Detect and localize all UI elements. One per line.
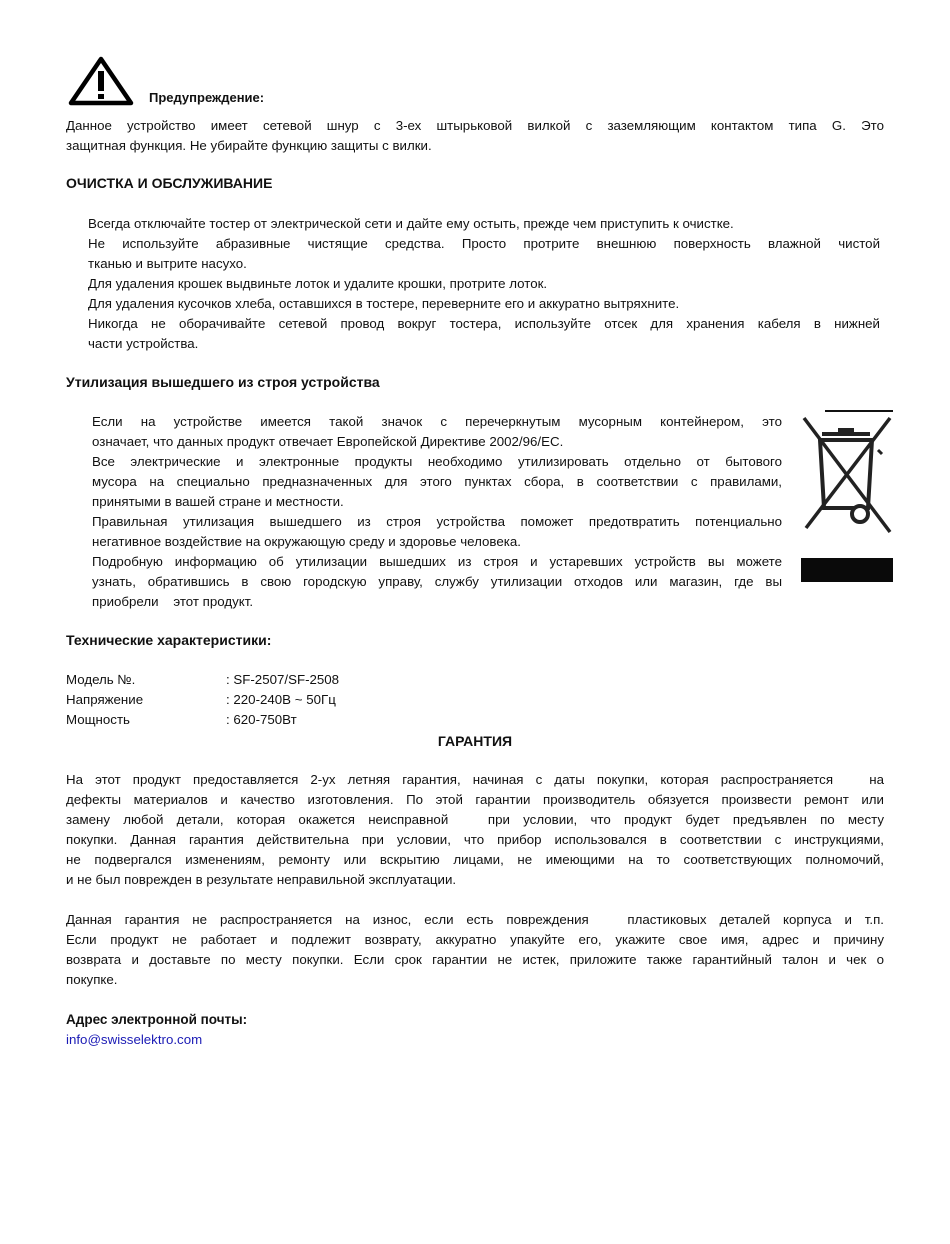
warranty-paragraph-1: [66, 770, 884, 890]
disposal-line: негативное воздействие на окружающую среду и здоровье человека.: [92, 534, 521, 549]
warranty-line: покупке.: [66, 972, 118, 987]
warranty-line: покупки. Данная гарантия действительна при условии, что прибор использовался в соответствии с инструкциями,: [66, 832, 884, 847]
disposal-line: означает, что данных продукт отвечает Европейской Директиве 2002/96/EC.: [92, 434, 564, 449]
disposal-line: приобрели этот продукт.: [92, 594, 254, 609]
warning-header: [68, 56, 468, 106]
cleaning-line: части устройства.: [88, 336, 199, 351]
disposal-line: Правильная утилизация вышедшего из строя устройства поможет предотвратить потенциально: [92, 514, 782, 529]
disposal-line: Все электрические и электронные продукты необходимо утилизировать отдельно от бытового: [92, 454, 782, 469]
cleaning-line: Для удаления крошек выдвиньте лоток и удалите крошки, протрите лоток.: [88, 276, 548, 291]
warning-line: Данное устройство имеет сетевой шнур с 3-ех штырьковой вилкой с заземляющим контактом типа G. Это: [66, 118, 884, 133]
spec-label: Напряжение: [66, 692, 144, 707]
warranty-line: возврата и доставьте по месту покупки. Если срок гарантии не истек, приложите также гарантийный талон и чек о: [66, 952, 884, 967]
separate-collection-bar: [801, 558, 893, 582]
spec-label: Мощность: [66, 712, 130, 727]
warranty-title: ГАРАНТИЯ: [437, 733, 513, 749]
warranty-paragraph-2: [66, 910, 884, 990]
cleaning-line: Для удаления кусочков хлеба, оставшихся в тостере, переверните его и аккуратно вытряхните.: [88, 296, 680, 311]
warranty-line: не подвергался изменениям, ремонту или вскрытию лицами, не имеющими на то соответствующих полномочий,: [66, 852, 884, 867]
spec-value: : SF-2507/SF-2508: [226, 672, 340, 687]
disposal-line: Подробную информацию об утилизации вышедших из строя и устаревших устройств вы можете: [92, 554, 782, 569]
warranty-line: На этот продукт предоставляется 2-ух летняя гарантия, начиная с даты покупки, которая распространяется на: [66, 772, 884, 787]
warranty-line: и не был поврежден в результате неправильной эксплуатации.: [66, 872, 457, 887]
disposal-line: Если на устройстве имеется такой значок с перечеркнутым мусорным контейнером, это: [92, 414, 782, 429]
cleaning-line: Никогда не оборачивайте сетевой провод вокруг тостера, используйте отсек для хранения кабеля в нижней: [88, 316, 880, 331]
warning-title: Предупреждение:: [149, 90, 265, 105]
cleaning-heading: ОЧИСТКА И ОБСЛУЖИВАНИЕ: [66, 175, 273, 191]
warranty-line: Если продукт не работает и подлежит возврату, аккуратно упакуйте его, укажите свое имя, адрес и причину: [66, 932, 884, 947]
cleaning-line: тканью и вытрите насухо.: [88, 256, 247, 271]
disposal-heading: Утилизация вышедшего из строя устройства: [66, 374, 380, 390]
warranty-line: замену любой детали, которая окажется неисправной при условии, что продукт будет предъявлен по месту: [66, 812, 884, 827]
disposal-text: [92, 412, 782, 612]
specs-heading: Технические характеристики:: [66, 632, 272, 648]
disposal-line: узнать, обратившись в свою городскую управу, службу утилизации отходов или магазин, где вы: [92, 574, 782, 589]
spec-label: Модель №.: [66, 672, 136, 687]
spec-value: : 620-750Вт: [226, 712, 297, 727]
disposal-line: принятыми в вашей стране и местности.: [92, 494, 344, 509]
cleaning-line: Не используйте абразивные чистящие средства. Просто протрите внешнюю поверхность влажной чистой: [88, 236, 880, 251]
warning-line: защитная функция. Не убирайте функцию защиты с вилки.: [66, 138, 432, 153]
email-link[interactable]: info@swisselektro.com: [66, 1032, 203, 1047]
warranty-line: дефекты материалов и качество изготовления. По этой гарантии производитель обязуется произвести ремонт или: [66, 792, 884, 807]
warranty-line: Данная гарантия не распространяется на износ, если есть повреждения пластиковых деталей корпуса и т.п.: [66, 912, 884, 927]
warning-triangle-icon: [68, 56, 134, 106]
warning-text: [66, 116, 884, 156]
cleaning-text: [88, 214, 880, 354]
email-heading: Адрес электронной почты:: [66, 1012, 248, 1027]
spec-value: : 220-240В ~ 50Гц: [226, 692, 336, 707]
disposal-line: мусора на специально предназначенных для этого пунктах сбора, в соответствии с правилами,: [92, 474, 782, 489]
crossed-out-wheelie-bin-icon: [798, 410, 894, 534]
cleaning-line: Всегда отключайте тостер от электрической сети и дайте ему остыть, прежде чем приступить к очистке.: [88, 216, 734, 231]
